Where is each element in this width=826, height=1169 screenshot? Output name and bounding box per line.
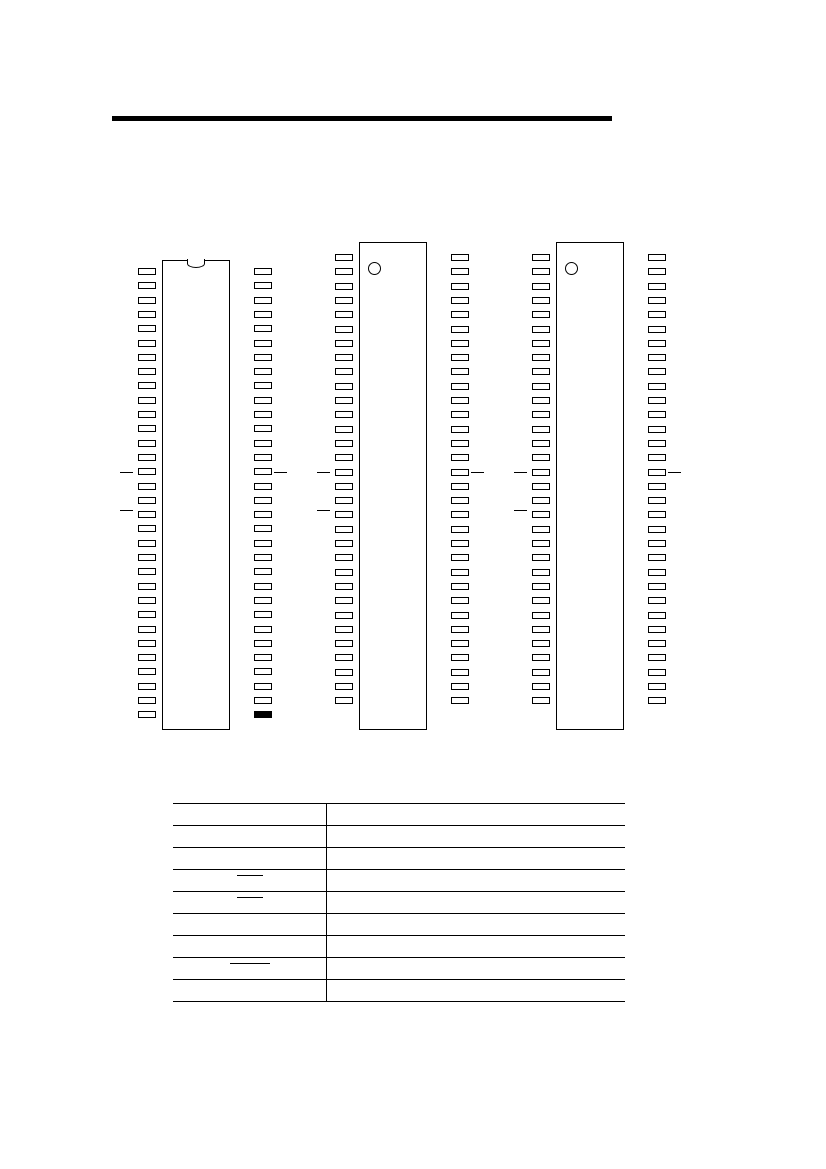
package-pin	[138, 711, 156, 718]
package-pin	[254, 440, 272, 447]
package-pin	[138, 697, 156, 704]
package-pin	[335, 426, 353, 433]
package-pin	[648, 440, 666, 447]
package-diagrams	[0, 230, 826, 730]
package-pin	[451, 526, 469, 533]
package-pin	[648, 669, 666, 676]
package-pin	[138, 311, 156, 318]
package-pin	[254, 468, 272, 475]
package-pin	[648, 383, 666, 390]
package-pin	[451, 597, 469, 604]
package-pin	[138, 397, 156, 404]
package-pin	[648, 554, 666, 561]
table-row	[173, 826, 625, 848]
package-pin	[335, 612, 353, 619]
package-pin	[648, 469, 666, 476]
pin-description-cell	[327, 804, 625, 826]
package-pin	[335, 454, 353, 461]
package-pin	[254, 497, 272, 504]
package-pin	[648, 340, 666, 347]
package-pin	[532, 654, 550, 661]
package-pin	[254, 683, 272, 690]
continuation-dash	[471, 472, 484, 473]
package-pin	[335, 354, 353, 361]
package-pin	[532, 511, 550, 518]
package-pin	[532, 683, 550, 690]
package-pin	[254, 325, 272, 332]
package-pin	[254, 354, 272, 361]
package-pin	[335, 340, 353, 347]
package-pin	[532, 326, 550, 333]
package-pin	[648, 326, 666, 333]
package-pin	[254, 368, 272, 375]
package-pin	[138, 611, 156, 618]
pin-description-cell	[327, 870, 625, 892]
package-pin	[451, 254, 469, 261]
package-pin	[648, 354, 666, 361]
package-pin	[335, 683, 353, 690]
pin-description-cell	[327, 936, 625, 958]
package-pin	[335, 654, 353, 661]
package-pin	[451, 497, 469, 504]
package-pin	[451, 469, 469, 476]
continuation-dash	[668, 472, 681, 473]
package-pin	[254, 340, 272, 347]
package-pin	[254, 511, 272, 518]
package-pin	[138, 368, 156, 375]
package-pin	[648, 254, 666, 261]
package-pin	[254, 654, 272, 661]
package-pin	[451, 626, 469, 633]
table-row	[173, 980, 625, 1002]
package-pin	[532, 397, 550, 404]
pin-symbol-cell	[173, 848, 327, 870]
package-notch-icon	[187, 259, 205, 268]
package-pin	[254, 411, 272, 418]
package-pin	[138, 511, 156, 518]
package-pin	[451, 583, 469, 590]
package-pin	[138, 354, 156, 361]
package-pin	[335, 297, 353, 304]
package-pin	[451, 297, 469, 304]
package-pin	[532, 411, 550, 418]
continuation-dash	[274, 472, 287, 473]
package-pin	[532, 554, 550, 561]
package-pin	[648, 483, 666, 490]
package-pin	[648, 454, 666, 461]
package-pin	[138, 382, 156, 389]
package-pin	[648, 697, 666, 704]
package-pin	[335, 569, 353, 576]
package-pin	[335, 626, 353, 633]
package-pin	[532, 597, 550, 604]
package-pin	[138, 497, 156, 504]
package-pin	[451, 654, 469, 661]
package-pin	[532, 368, 550, 375]
package-pin	[648, 526, 666, 533]
package-pin	[451, 511, 469, 518]
package-pin	[451, 440, 469, 447]
package-pin	[648, 397, 666, 404]
package-pin	[532, 340, 550, 347]
package-pin	[451, 554, 469, 561]
table-row	[173, 958, 625, 980]
package-pin	[451, 368, 469, 375]
pin-symbol-cell	[173, 980, 327, 1002]
package-pin	[138, 597, 156, 604]
package-pin	[254, 668, 272, 675]
pin-symbol-overline	[230, 963, 270, 974]
package-pin	[138, 554, 156, 561]
pin-description-cell	[327, 958, 625, 980]
package-pin	[335, 526, 353, 533]
package-pin	[451, 612, 469, 619]
package-pin	[648, 654, 666, 661]
package-pin	[138, 683, 156, 690]
package-pin	[254, 311, 272, 318]
package-pin	[451, 697, 469, 704]
package-pin	[254, 611, 272, 618]
package-pin	[335, 397, 353, 404]
package-pin	[138, 583, 156, 590]
package-pin	[451, 311, 469, 318]
package-pin	[335, 669, 353, 676]
package-pin	[451, 340, 469, 347]
package-pin	[254, 597, 272, 604]
pin-symbol-cell	[173, 826, 327, 848]
package-pin	[335, 697, 353, 704]
package-pin	[254, 282, 272, 289]
pin-symbol-cell	[173, 870, 327, 892]
package-pin	[335, 583, 353, 590]
package-pin	[138, 425, 156, 432]
package-pin	[532, 497, 550, 504]
package-pin	[451, 454, 469, 461]
package-pin	[254, 425, 272, 432]
package-pin	[335, 368, 353, 375]
package-pin	[138, 268, 156, 275]
package-pin	[532, 626, 550, 633]
package-pin	[138, 626, 156, 633]
package-pin	[335, 440, 353, 447]
pin-symbol-cell	[173, 804, 327, 826]
package-pin	[451, 397, 469, 404]
package-pin	[254, 626, 272, 633]
pin-description-table	[173, 803, 625, 1002]
package-pin	[648, 626, 666, 633]
package-pin	[648, 640, 666, 647]
package-pin	[138, 668, 156, 675]
package-body	[556, 242, 624, 730]
package-pin	[138, 540, 156, 547]
package-pin	[451, 483, 469, 490]
package-pin	[451, 569, 469, 576]
package-pin	[532, 311, 550, 318]
package-pin	[451, 669, 469, 676]
package-pin	[532, 640, 550, 647]
table-row	[173, 936, 625, 958]
package-pin	[335, 411, 353, 418]
package-pin	[254, 697, 272, 704]
package-pin	[532, 669, 550, 676]
package-pin	[648, 540, 666, 547]
package-pin	[532, 354, 550, 361]
package-pin	[138, 411, 156, 418]
pin-table-body	[173, 804, 625, 1002]
package-pin	[335, 326, 353, 333]
continuation-dash	[120, 510, 133, 511]
table-row	[173, 848, 625, 870]
package-body	[359, 242, 427, 730]
package-pin	[138, 468, 156, 475]
package-pin	[335, 640, 353, 647]
package-pin	[138, 325, 156, 332]
package-pin	[335, 283, 353, 290]
package-pin	[335, 483, 353, 490]
table-row	[173, 804, 625, 826]
package-pin1-dot-icon	[368, 262, 381, 275]
package-pin	[532, 697, 550, 704]
pin-symbol-cell	[173, 892, 327, 914]
table-row	[173, 892, 625, 914]
table-row	[173, 870, 625, 892]
package-pin	[451, 426, 469, 433]
package-pin	[254, 554, 272, 561]
package-pin	[648, 683, 666, 690]
package-pin	[532, 383, 550, 390]
package-pin	[138, 654, 156, 661]
package-pin	[254, 583, 272, 590]
package-pin	[532, 440, 550, 447]
package-pin	[451, 540, 469, 547]
pin-symbol-cell	[173, 936, 327, 958]
package-pin	[254, 297, 272, 304]
package-pin	[532, 283, 550, 290]
package-pin	[335, 597, 353, 604]
package-pin	[254, 568, 272, 575]
package-pin	[335, 383, 353, 390]
package-pin	[335, 554, 353, 561]
package-pin	[335, 469, 353, 476]
package-pin	[138, 454, 156, 461]
package-pin	[648, 583, 666, 590]
package-pin1-dot-icon	[565, 262, 578, 275]
package-pin	[254, 483, 272, 490]
package-pin	[138, 525, 156, 532]
package-pin	[138, 297, 156, 304]
pin-symbol-overline	[237, 897, 263, 908]
package-pin	[532, 254, 550, 261]
pin-description-cell	[327, 914, 625, 936]
package-pin	[648, 597, 666, 604]
package-pin	[451, 268, 469, 275]
package-pin	[532, 612, 550, 619]
package-pin	[254, 268, 272, 275]
package-pin	[648, 311, 666, 318]
continuation-dash	[514, 510, 527, 511]
package-pin	[648, 511, 666, 518]
package-pin	[451, 383, 469, 390]
continuation-dash	[317, 472, 330, 473]
package-pin	[451, 411, 469, 418]
package-pin	[138, 483, 156, 490]
pin-description-cell	[327, 848, 625, 870]
package-pin	[648, 297, 666, 304]
package-pin	[451, 683, 469, 690]
package-pin	[335, 311, 353, 318]
continuation-dash	[317, 510, 330, 511]
continuation-dash	[514, 472, 527, 473]
package-pin	[254, 382, 272, 389]
package-pin	[532, 268, 550, 275]
package-body	[162, 260, 230, 730]
package-pin	[532, 483, 550, 490]
package-pin	[532, 297, 550, 304]
package-pin	[254, 711, 272, 718]
pin-symbol-cell	[173, 914, 327, 936]
package-pin	[335, 540, 353, 547]
package-pin	[254, 525, 272, 532]
package-pin	[254, 397, 272, 404]
pin-description-cell	[327, 826, 625, 848]
package-pin	[335, 497, 353, 504]
package-pin	[138, 640, 156, 647]
package-pin	[532, 583, 550, 590]
package-pin	[648, 569, 666, 576]
package-pin	[532, 569, 550, 576]
package-pin	[451, 283, 469, 290]
package-pin	[648, 268, 666, 275]
package-pin	[138, 282, 156, 289]
continuation-dash	[120, 472, 133, 473]
package-pin	[451, 326, 469, 333]
pin-description-cell	[327, 980, 625, 1002]
package-pin	[648, 497, 666, 504]
package-pin	[648, 426, 666, 433]
package-pin	[254, 540, 272, 547]
header-rule	[112, 116, 612, 121]
package-pin	[451, 640, 469, 647]
package-pin	[648, 612, 666, 619]
package-pin	[138, 568, 156, 575]
package-pin	[648, 283, 666, 290]
package-pin	[648, 411, 666, 418]
package-pin	[532, 454, 550, 461]
package-pin	[254, 640, 272, 647]
package-pin	[532, 426, 550, 433]
package-pin	[254, 454, 272, 461]
package-pin	[451, 354, 469, 361]
pin-description-cell	[327, 892, 625, 914]
pin-symbol-overline	[237, 875, 263, 886]
package-pin	[532, 526, 550, 533]
package-pin	[335, 268, 353, 275]
pin-symbol-cell	[173, 958, 327, 980]
package-pin	[532, 540, 550, 547]
table-row	[173, 914, 625, 936]
package-pin	[648, 368, 666, 375]
package-pin	[335, 254, 353, 261]
package-pin	[532, 469, 550, 476]
package-pin	[335, 511, 353, 518]
package-pin	[138, 340, 156, 347]
package-pin	[138, 440, 156, 447]
